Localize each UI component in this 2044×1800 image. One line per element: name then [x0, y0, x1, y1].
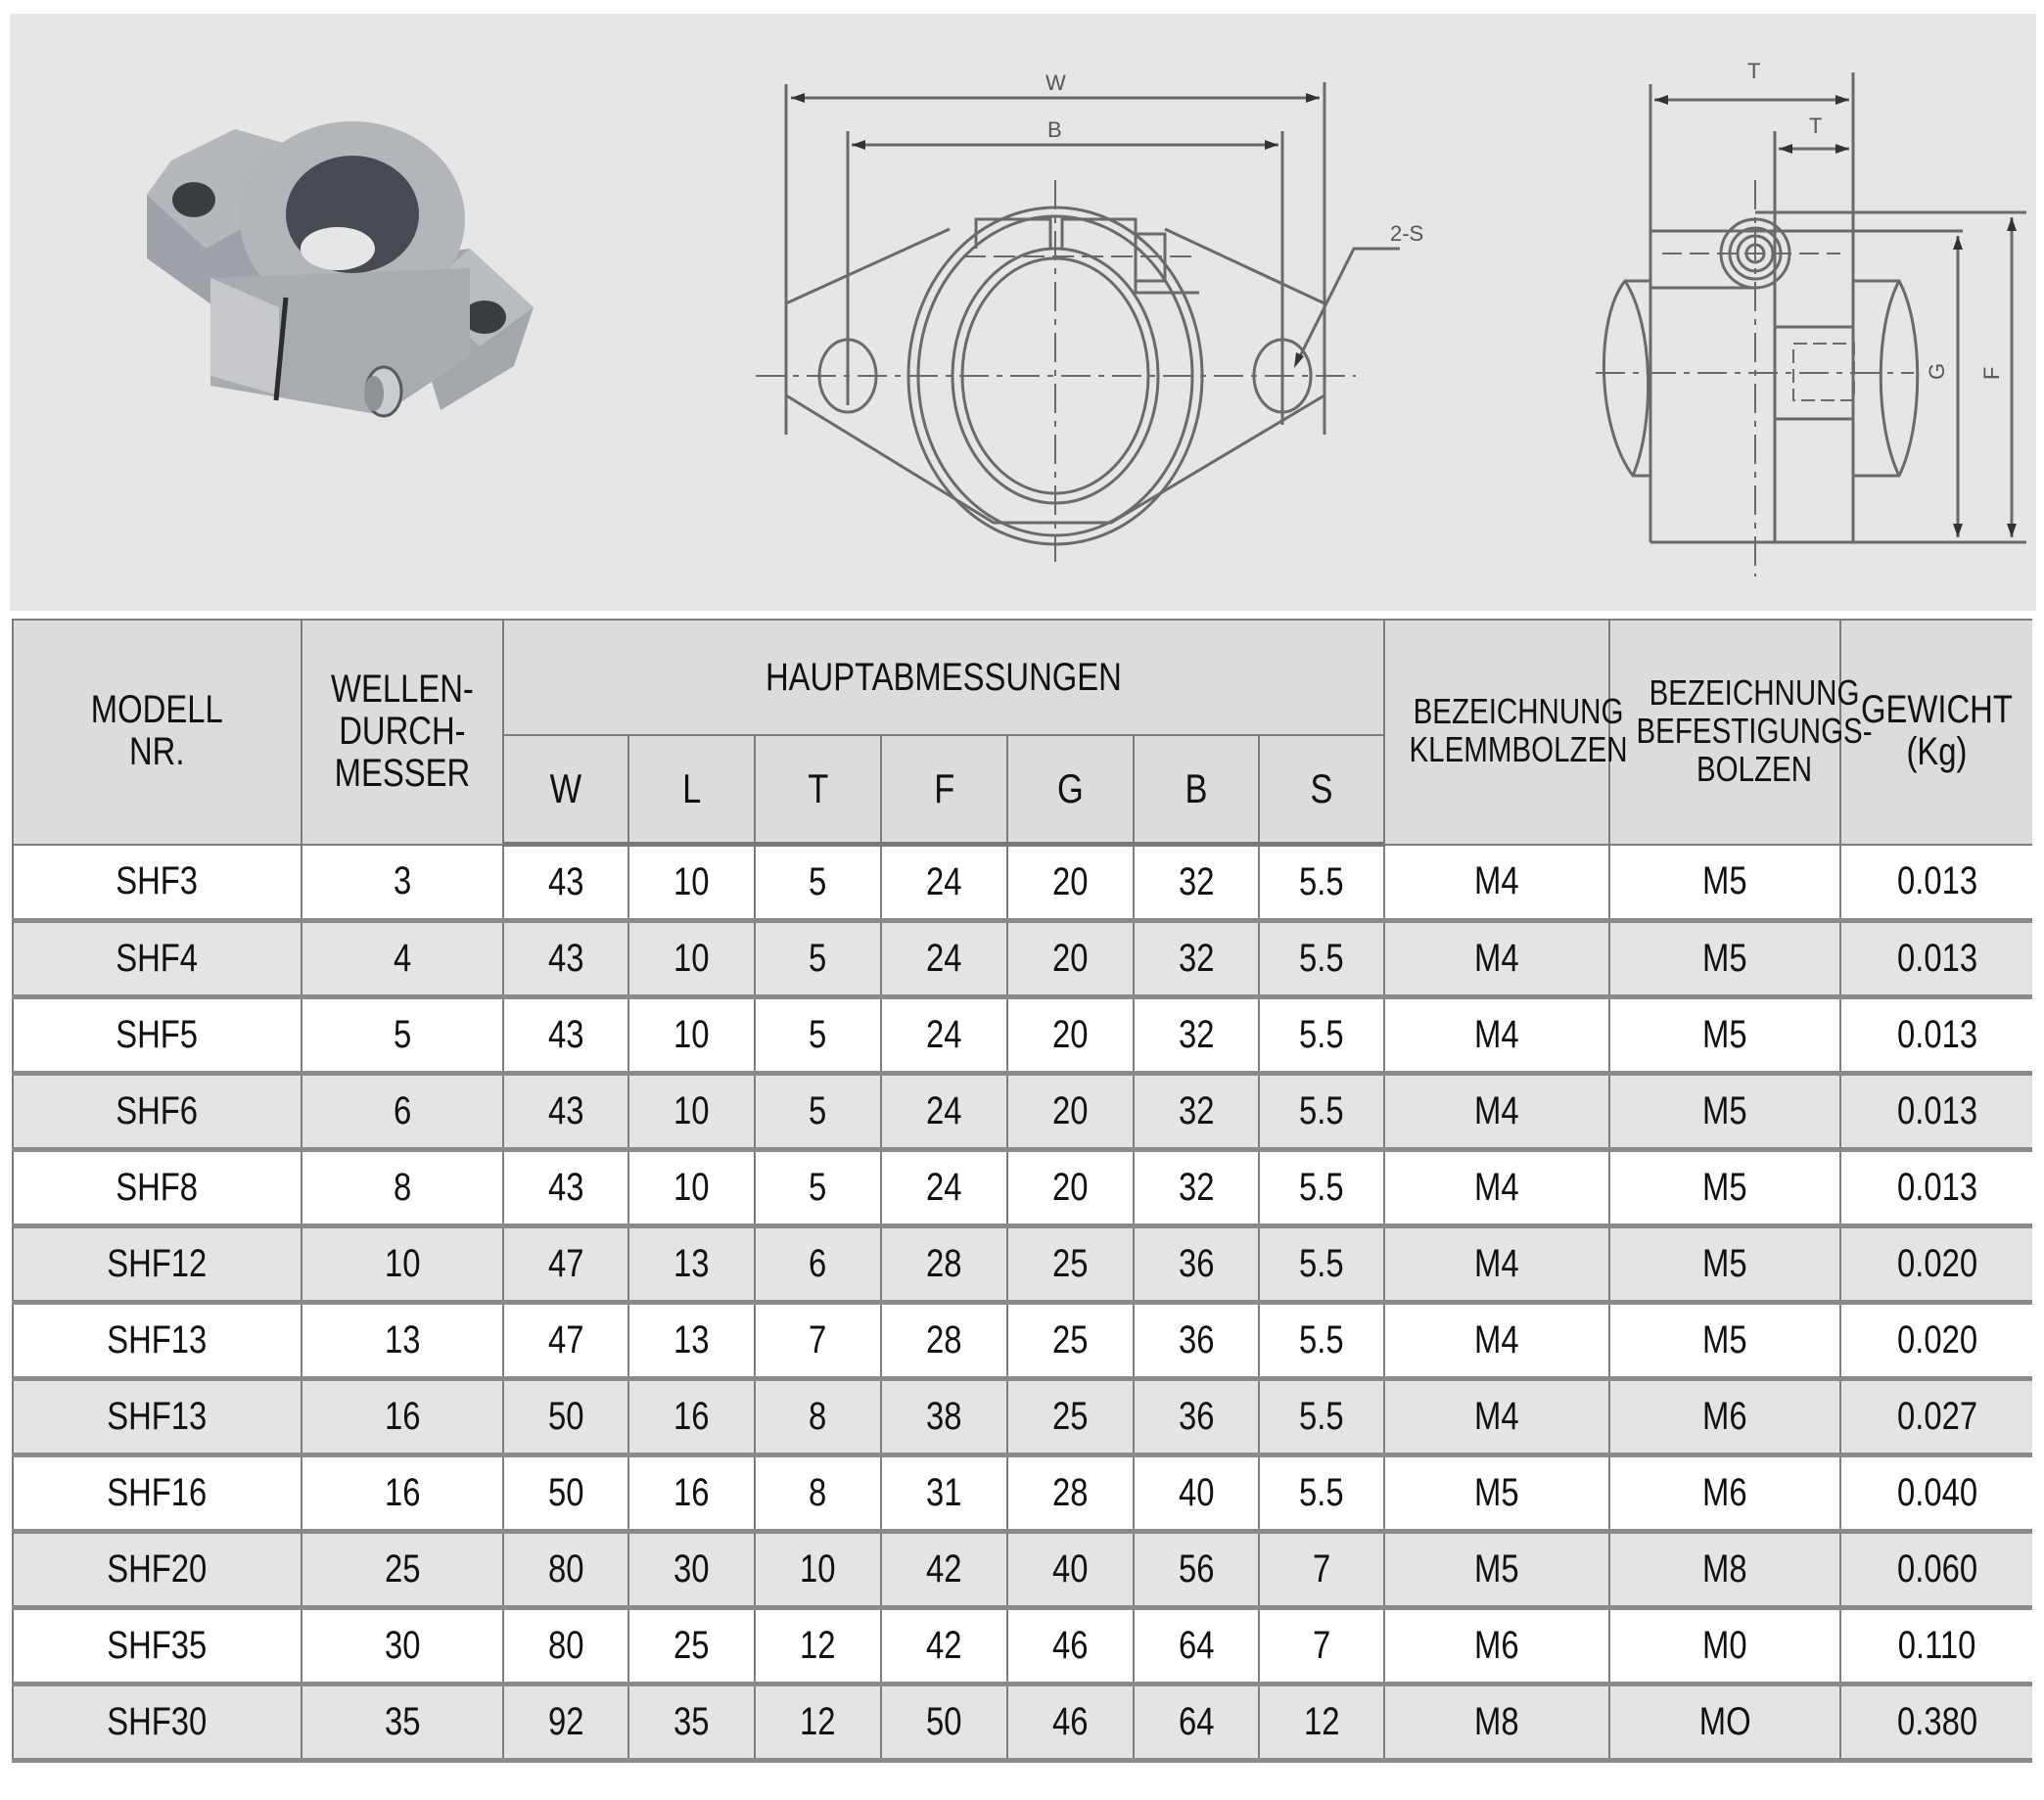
cell-b: 32 [1134, 1074, 1259, 1150]
cell-s: 7 [1259, 1608, 1384, 1685]
cell-g: 25 [1007, 1379, 1134, 1455]
header-dim-w: W [503, 735, 628, 845]
cell-weight: 0.020 [1840, 1303, 2032, 1379]
cell-t: 12 [755, 1685, 881, 1761]
cell-mount-bolt: M5 [1609, 1150, 1840, 1226]
cell-weight: 0.013 [1840, 1074, 2032, 1150]
cell-s: 5.5 [1259, 1150, 1384, 1226]
header-dim-s: S [1259, 735, 1384, 845]
cell-b: 36 [1134, 1226, 1259, 1303]
dim-label-t-inner: T [1809, 114, 1823, 138]
cell-l: 13 [628, 1303, 755, 1379]
cell-f: 28 [881, 1226, 1007, 1303]
cell-clamp-bolt: M4 [1384, 1150, 1609, 1226]
cell-mount-bolt: M5 [1609, 1074, 1840, 1150]
cell-mount-bolt: M5 [1609, 997, 1840, 1074]
cell-l: 13 [628, 1226, 755, 1303]
figure-panel [10, 14, 2036, 611]
cell-l: 25 [628, 1608, 755, 1685]
cell-weight: 0.013 [1840, 997, 2032, 1074]
cell-b: 36 [1134, 1379, 1259, 1455]
cell-model: SHF13 [13, 1379, 302, 1455]
cell-mount-bolt: M5 [1609, 845, 1840, 921]
cell-l: 10 [628, 1150, 755, 1226]
cell-g: 25 [1007, 1226, 1134, 1303]
cell-mount-bolt: M6 [1609, 1379, 1840, 1455]
cell-b: 32 [1134, 921, 1259, 997]
dim-label-f: F [1979, 366, 2004, 380]
cell-model: SHF8 [13, 1150, 302, 1226]
cell-s: 5.5 [1259, 1226, 1384, 1303]
cell-s: 5.5 [1259, 921, 1384, 997]
header-dim-t: T [755, 735, 881, 845]
cell-shaft-diameter: 8 [302, 1150, 503, 1226]
cell-f: 24 [881, 845, 1007, 921]
cell-t: 12 [755, 1608, 881, 1685]
cell-w: 43 [503, 845, 628, 921]
cell-mount-bolt: M0 [1609, 1608, 1840, 1685]
cell-weight: 0.027 [1840, 1379, 2032, 1455]
cell-w: 43 [503, 1074, 628, 1150]
cell-clamp-bolt: M8 [1384, 1685, 1609, 1761]
cell-t: 8 [755, 1379, 881, 1455]
cell-weight: 0.013 [1840, 921, 2032, 997]
shaft-support-photo [147, 121, 534, 416]
cell-s: 5.5 [1259, 845, 1384, 921]
cell-weight: 0.060 [1840, 1532, 2032, 1608]
cell-f: 31 [881, 1455, 1007, 1532]
technical-drawings [10, 14, 2036, 611]
cell-f: 24 [881, 921, 1007, 997]
cell-shaft-diameter: 3 [302, 845, 503, 921]
cell-l: 35 [628, 1685, 755, 1761]
cell-clamp-bolt: M4 [1384, 1226, 1609, 1303]
cell-l: 16 [628, 1455, 755, 1532]
header-dim-f: F [881, 735, 1007, 845]
cell-l: 10 [628, 845, 755, 921]
cell-g: 46 [1007, 1685, 1134, 1761]
cell-w: 47 [503, 1226, 628, 1303]
header-dim-l: L [628, 735, 755, 845]
cell-t: 5 [755, 997, 881, 1074]
cell-s: 5.5 [1259, 1074, 1384, 1150]
cell-mount-bolt: M6 [1609, 1455, 1840, 1532]
cell-w: 43 [503, 921, 628, 997]
cell-s: 5.5 [1259, 1379, 1384, 1455]
header-clamp-bolt: BEZEICHNUNG KLEMMBOLZEN [1384, 620, 1609, 845]
cell-clamp-bolt: M4 [1384, 921, 1609, 997]
cell-weight: 0.020 [1840, 1226, 2032, 1303]
cell-model: SHF6 [13, 1074, 302, 1150]
cell-f: 24 [881, 1074, 1007, 1150]
cell-model: SHF30 [13, 1685, 302, 1761]
table-row [13, 1685, 2032, 1761]
cell-g: 20 [1007, 1074, 1134, 1150]
table-row [13, 1074, 2032, 1150]
cell-g: 20 [1007, 997, 1134, 1074]
table-row [13, 1226, 2032, 1303]
cell-t: 7 [755, 1303, 881, 1379]
spec-table [12, 619, 2032, 1763]
cell-b: 32 [1134, 1150, 1259, 1226]
cell-clamp-bolt: M4 [1384, 845, 1609, 921]
cell-model: SHF12 [13, 1226, 302, 1303]
cell-model: SHF16 [13, 1455, 302, 1532]
cell-s: 7 [1259, 1532, 1384, 1608]
header-shaft-diameter: WELLEN- DURCH- MESSER [302, 620, 503, 845]
cell-l: 10 [628, 1074, 755, 1150]
cell-l: 30 [628, 1532, 755, 1608]
cell-b: 40 [1134, 1455, 1259, 1532]
cell-shaft-diameter: 4 [302, 921, 503, 997]
cell-w: 80 [503, 1532, 628, 1608]
cell-s: 5.5 [1259, 997, 1384, 1074]
spec-table-container [12, 619, 2032, 1800]
cell-shaft-diameter: 13 [302, 1303, 503, 1379]
cell-model: SHF20 [13, 1532, 302, 1608]
front-view-drawing [756, 82, 1400, 562]
spec-table-body [13, 845, 2032, 1761]
cell-t: 8 [755, 1455, 881, 1532]
cell-clamp-bolt: M4 [1384, 1074, 1609, 1150]
dim-label-w: W [1045, 70, 1066, 95]
cell-b: 36 [1134, 1303, 1259, 1379]
cell-f: 38 [881, 1379, 1007, 1455]
cell-b: 32 [1134, 845, 1259, 921]
header-dim-b: B [1134, 735, 1259, 845]
header-dim-g: G [1007, 735, 1134, 845]
cell-shaft-diameter: 30 [302, 1608, 503, 1685]
cell-model: SHF13 [13, 1303, 302, 1379]
cell-mount-bolt: M5 [1609, 921, 1840, 997]
cell-shaft-diameter: 35 [302, 1685, 503, 1761]
cell-g: 20 [1007, 845, 1134, 921]
cell-f: 42 [881, 1532, 1007, 1608]
cell-clamp-bolt: M4 [1384, 1303, 1609, 1379]
cell-weight: 0.110 [1840, 1608, 2032, 1685]
cell-b: 64 [1134, 1685, 1259, 1761]
cell-shaft-diameter: 10 [302, 1226, 503, 1303]
cell-clamp-bolt: M4 [1384, 997, 1609, 1074]
table-row [13, 1532, 2032, 1608]
cell-weight: 0.380 [1840, 1685, 2032, 1761]
cell-shaft-diameter: 16 [302, 1379, 503, 1455]
cell-w: 50 [503, 1455, 628, 1532]
header-main-dimensions: HAUPTABMESSUNGEN [503, 620, 1384, 735]
cell-w: 43 [503, 997, 628, 1074]
cell-shaft-diameter: 16 [302, 1455, 503, 1532]
table-row [13, 1150, 2032, 1226]
table-row [13, 1379, 2032, 1455]
cell-model: SHF4 [13, 921, 302, 997]
cell-b: 32 [1134, 997, 1259, 1074]
side-view-drawing [1596, 72, 2026, 577]
cell-s: 12 [1259, 1685, 1384, 1761]
cell-g: 20 [1007, 1150, 1134, 1226]
cell-mount-bolt: M5 [1609, 1226, 1840, 1303]
table-row [13, 1455, 2032, 1532]
table-row [13, 1303, 2032, 1379]
table-row [13, 921, 2032, 997]
dim-label-g: G [1925, 362, 1949, 380]
cell-g: 46 [1007, 1608, 1134, 1685]
dim-label-2s: 2-S [1390, 221, 1424, 246]
cell-f: 24 [881, 1150, 1007, 1226]
cell-g: 40 [1007, 1532, 1134, 1608]
cell-mount-bolt: MO [1609, 1685, 1840, 1761]
cell-b: 56 [1134, 1532, 1259, 1608]
cell-l: 16 [628, 1379, 755, 1455]
cell-shaft-diameter: 5 [302, 997, 503, 1074]
cell-w: 50 [503, 1379, 628, 1455]
cell-f: 24 [881, 997, 1007, 1074]
cell-t: 5 [755, 1074, 881, 1150]
cell-l: 10 [628, 997, 755, 1074]
header-row [13, 620, 2032, 735]
header-model: MODELL NR. [13, 620, 302, 845]
cell-shaft-diameter: 25 [302, 1532, 503, 1608]
cell-g: 20 [1007, 921, 1134, 997]
cell-w: 47 [503, 1303, 628, 1379]
cell-clamp-bolt: M5 [1384, 1532, 1609, 1608]
cell-w: 43 [503, 1150, 628, 1226]
cell-clamp-bolt: M4 [1384, 1379, 1609, 1455]
cell-t: 5 [755, 1150, 881, 1226]
cell-shaft-diameter: 6 [302, 1074, 503, 1150]
cell-mount-bolt: M8 [1609, 1532, 1840, 1608]
cell-w: 80 [503, 1608, 628, 1685]
cell-l: 10 [628, 921, 755, 997]
table-row [13, 1608, 2032, 1685]
header-mount-bolt: BEZEICHNUNG BEFESTIGUNGS- BOLZEN [1609, 620, 1840, 845]
cell-model: SHF5 [13, 997, 302, 1074]
cell-b: 64 [1134, 1608, 1259, 1685]
header-weight: GEWICHT (Kg) [1840, 620, 2032, 845]
cell-s: 5.5 [1259, 1455, 1384, 1532]
cell-mount-bolt: M5 [1609, 1303, 1840, 1379]
cell-f: 42 [881, 1608, 1007, 1685]
dim-label-t-outer: T [1747, 59, 1761, 83]
cell-model: SHF3 [13, 845, 302, 921]
table-row [13, 845, 2032, 921]
cell-weight: 0.040 [1840, 1455, 2032, 1532]
cell-weight: 0.013 [1840, 1150, 2032, 1226]
cell-clamp-bolt: M6 [1384, 1608, 1609, 1685]
dim-label-b: B [1047, 117, 1062, 142]
cell-s: 5.5 [1259, 1303, 1384, 1379]
cell-f: 50 [881, 1685, 1007, 1761]
cell-t: 5 [755, 921, 881, 997]
cell-weight: 0.013 [1840, 845, 2032, 921]
cell-w: 92 [503, 1685, 628, 1761]
cell-g: 25 [1007, 1303, 1134, 1379]
cell-model: SHF35 [13, 1608, 302, 1685]
cell-f: 28 [881, 1303, 1007, 1379]
table-row [13, 997, 2032, 1074]
cell-clamp-bolt: M5 [1384, 1455, 1609, 1532]
cell-t: 10 [755, 1532, 881, 1608]
cell-t: 5 [755, 845, 881, 921]
cell-t: 6 [755, 1226, 881, 1303]
cell-g: 28 [1007, 1455, 1134, 1532]
